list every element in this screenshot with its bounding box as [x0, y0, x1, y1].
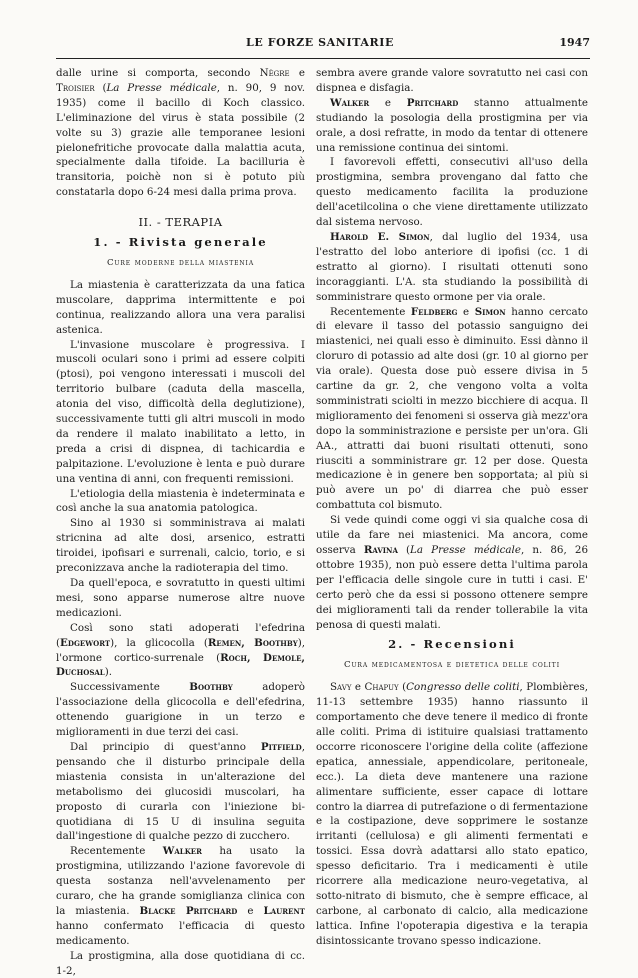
author-name: Nègre [259, 67, 290, 79]
section-title: II. - TERAPIA [138, 215, 223, 230]
author-name: Harold E. Simon [330, 230, 430, 243]
paragraph: Successivamente Boothby adoperò l'associazione della glicocolla e dell'efedrina, ottenendo guarigione in un terzo e miglioramenti in due terzi dei casi. [56, 681, 305, 739]
paragraph: Recentemente Walker ha usato la prostigmina, utilizzando l'azione favorevole di questa sostanza nell'avvelenamento per curaro, che ha grande somiglianza clinica con la miastenia. Blacke Pritchard e Laurent hanno confermato l'efficacia di questo medicamento. [56, 845, 305, 947]
subsection-title: 1. - Rivista generale [93, 235, 268, 250]
author-name: Troisier [56, 81, 95, 94]
paragraph-intro: dalle urine si comporta, secondo Nègre e Troisier (La Presse médicale, n. 90, 9 nov. 1935) come il bacillo di Koch classico. L'eliminazione del virus è stata possibile (2 volte su 3) grazie alle temporanee lesioni pielonefritiche provocate dalla malattia acuta, specialmente dalla tifoide. La bacilluria è transitoria, poichè non si è potuto più constatarla dopo 6-24 mesi dalla prima prova. [56, 67, 305, 199]
author-name: Walker [162, 845, 202, 858]
paragraph: L'invasione muscolare è progressiva. I muscoli oculari sono i primi ad essere colpiti (ptosi), poi vengono interessati i muscoli del territorio bulbare (caduta della mascella, atonia del viso, difficoltà della deglutizione), successivamente tutti gli altri muscoli in modo da rendere il malato inabilitato a letto, in preda a crisi di dispnea, di tachicardia e palpitazione. L'evoluzione è lenta e può durare una ventina di anni, con frequenti remissioni. [56, 338, 305, 485]
journal-title: LE FORZE SANITARIE [246, 36, 394, 49]
paragraph: I favorevoli effetti, consecutivi all'uso della prostigmina, sembra provengano dal fatto che questo medicamento facilita la produzione dell'acetilcolina o che viene direttamente utilizzato dal sistema nervoso. [316, 156, 588, 229]
paragraph: Walker e Pritchard stanno attualmente studiando la posologia della prostigmina per via orale, a dosi refratte, in modo da tentar di ottenere una remissione continua dei sintomi. [316, 96, 588, 154]
paragraph: Si vede quindi come oggi vi sia qualche cosa di utile da fare nei miastenici. Ma ancora, come osserva Ravina (La Presse médicale, n. 86, 26 ottobre 1935), non può essere detta l'ultima parola per l'efficacia delle singole cure in tutti i casi. E' certo però che da essi si possono ottenere sempre dei miglioramenti tali da render tollerabile la vita penosa di questi malati. [316, 514, 588, 631]
paragraph: La miastenia è caratterizzata da una fatica muscolare, dapprima intermittente e poi continua, realizzando allora una vera paralisi astenica. [56, 278, 305, 336]
paragraph: Da quell'epoca, e sovratutto in questi ultimi mesi, sono apparse numerose altre nuove medicazioni. [56, 577, 305, 619]
paragraph: L'etiologia della miastenia è indeterminata e così anche la sua anatomia patologica. [56, 487, 305, 515]
header-rule [56, 58, 590, 59]
paragraph: Recentemente Feldberg e Simon hanno cercato di elevare il tasso del potassio sanguigno dei miastenici, nei quali esso è diminuito. Essi dànno il cloruro di potassio ad alte dosi (gr. 10 al giorno per via orale). Questa dose può essere divisa in 5 cartine da gr. 2, che vengono volta a volta somministrati sciolti in mezzo bicchiere di acqua. Il miglioramento dei fenomeni si osserva già mezz'ora dopo la somministrazione e persiste per un'ora. Gli AA., attratti dai buoni risultati ottenuti, sono riusciti a somministrare gr. 12 per dose. Questa medicazione è in genere ben sopportata; al più si può avere un po' di diarrea che può esser combattuta col bismuto. [316, 305, 588, 512]
author-name: Ravina [363, 544, 398, 556]
paragraph: Sino al 1930 si somministrava ai malati stricnina ad alte dosi, arsenico, estratti tiroidei, ipofisari e surrenali, calcio, torio, e si preconizzava anche la radioterapia del timo. [56, 517, 305, 575]
paragraph: Dal principio di quest'anno Pitfield, pensando che il disturbo principale della miastenia consista in un'alterazione del metabolismo dei glucosidi muscolari, ha proposto di curarla con l'iniezione bi-quotidiana di 15 U di insulina seguita dall'ingestione di qualche pezzo di zucchero. [56, 740, 305, 843]
author-name: Roch, Demole, Duchosal [56, 651, 305, 679]
article-title: Cure moderne della miastenia [106, 257, 255, 268]
author-name: Savy [330, 681, 352, 694]
author-name: Remen, Boothby [207, 636, 298, 649]
author-name: Feldberg [410, 305, 458, 318]
author-name: Chapuy [364, 681, 399, 694]
article-title: Cura medicamentosa e dietetica delle coliti [343, 660, 560, 671]
author-name: Simon [474, 305, 506, 318]
author-name: Walker [330, 96, 370, 109]
paragraph-continued: sembra avere grande valore sovratutto nei casi con dispnea e disfagia. [316, 67, 588, 94]
citation: Congresso delle coliti [406, 681, 520, 694]
paragraph: Savy e Chapuy (Congresso delle coliti, Plombières, 11-13 settembre 1935) hanno riassunto il comportamento che deve tenere il medico di fronte alle coliti. Prima di istituire qualsiasi trattamento occorre riconoscere l'origine della colite (affezione epatica, annessiale, appendicolare, peritoneale, ecc.). La dieta deve mantenere una razione alimentare sufficiente, esser capace di lottare contro la diarrea di putrefazione o di fermentazione e la costipazione, deve sopprimere le sostanze irritanti (cellulosa) e gli alimenti fermentati e tossici. Essa dovrà adattarsi allo stato epatico, spesso deficitario. Tra i medicamenti è utile ricorrere alla medicazione neuro-vegetativa, al sotto-nitrato di bismuto, che è sempre efficace, al carbone, al carbonato di calcio, alla medicazione lattica. Infine l'opoterapia digestiva e la terapia disintossicante trovano spesso indicazione. [316, 681, 588, 947]
author-name: Blacke Pritchard [139, 904, 238, 917]
running-head [56, 36, 590, 52]
paragraph: La prostigmina, alla dose quotidiana di cc. 1-2, [56, 949, 305, 977]
citation: La Presse médicale [106, 81, 217, 94]
author-name: Laurent [263, 904, 305, 917]
author-name: Boothby [189, 681, 233, 694]
author-name: Edgewort [60, 636, 111, 649]
subsection-title: 2. - Recensioni [388, 637, 516, 652]
left-column [56, 66, 305, 978]
paragraph: Così sono stati adoperati l'efedrina (Edgewort), la glicocolla (Remen, Boothby), l'ormone cortico-surrenale (Roch, Demole, Duchosal). [56, 621, 305, 679]
citation: La Presse médicale [410, 544, 521, 556]
author-name: Pitfield [260, 740, 302, 753]
page-number: 1947 [559, 36, 590, 49]
paragraph: Harold E. Simon, dal luglio del 1934, usa l'estratto del lobo anteriore di ipofisi (cc. 1 di estratto al giorno). I risultati ottenuti sono incoraggianti. L'A. sta studiando la possibilità di somministrare questo ormone per via orale. [316, 230, 588, 303]
author-name: Pritchard [406, 96, 459, 109]
right-column [316, 66, 588, 949]
